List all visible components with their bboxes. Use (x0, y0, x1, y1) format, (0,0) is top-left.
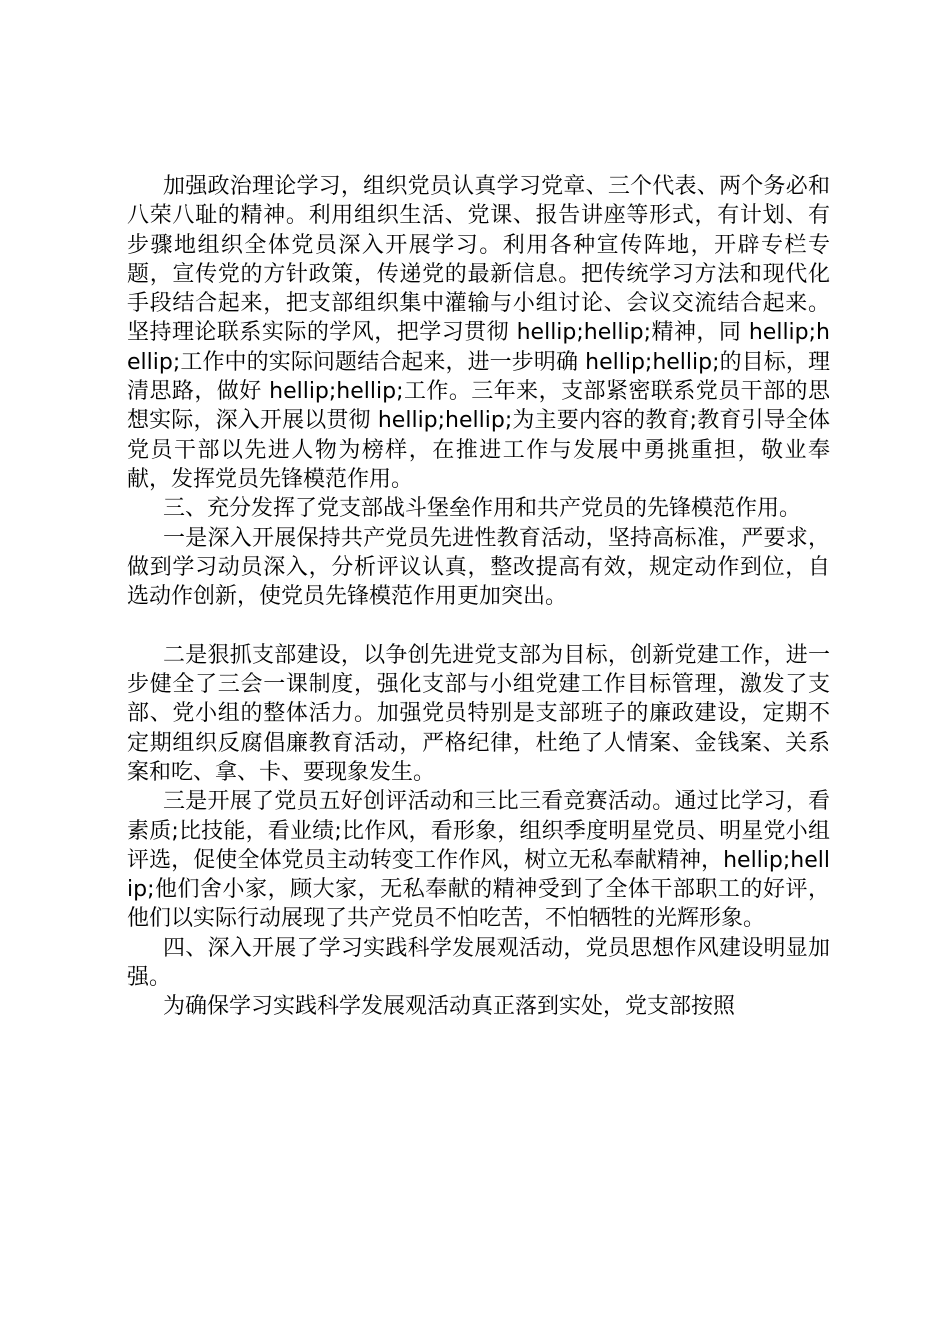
paragraph-five-good-campaign: 三是开展了党员五好创评活动和三比三看竞赛活动。通过比学习，看素质;比技能，看业绩;比作风，看形象，组织季度明星党员、明星党小组评选，促使全体党员主动转变工作作风，树立无私奉献精神，hellip;hellip;他们舍小家，顾大家，无私奉献的精神受到了全体干部职工的好评，他们以实际行动展现了共产党员不怕吃苦，不怕牺牲的光辉形象。 (127, 789, 830, 932)
section-heading-three: 三、充分发挥了党支部战斗堡垒作用和共产党员的先锋模范作用。 (163, 496, 802, 522)
paragraph-advanced-education: 一是深入开展保持共产党员先进性教育活动，坚持高标准，严要求，做到学习动员深入，分析评议认真，整改提高有效，规定动作到位，自选动作创新，使党员先锋模范作用更加突出。 (127, 525, 830, 610)
document-body (127, 172, 830, 1022)
paragraph-political-study: 加强政治理论学习，组织党员认真学习党章、三个代表、两个务必和八荣八耻的精神。利用组织生活、党课、报告讲座等形式，有计划、有步骤地组织全体党员深入开展学习。利用各种宣传阵地，开辟专栏专题，宣传党的方针政策，传递党的最新信息。把传统学习方法和现代化手段结合起来，把支部组织集中灌输与小组讨论、会议交流结合起来。坚持理论联系实际的学风，把学习贯彻 hellip;hellip;精神，同 hellip;hellip;工作中的实际问题结合起来，进一步明确 hellip;hellip;的目标，理清思路，做好 hellip;hellip;工作。三年来，支部紧密联系党员干部的思想实际，深入开展以贯彻 hellip;hellip;为主要内容的教育;教育引导全体党员干部以先进人物为榜样，在推进工作与发展中勇挑重担，敬业奉献，发挥党员先锋模范作用。 (127, 174, 830, 492)
paragraph-scientific-development: 为确保学习实践科学发展观活动真正落到实处，党支部按照 (163, 994, 736, 1020)
paragraph-spacer (127, 611, 830, 640)
section-heading-four: 四、深入开展了学习实践科学发展观活动，党员思想作风建设明显加强。 (127, 935, 830, 991)
paragraph-branch-building: 二是狠抓支部建设，以争创先进党支部为目标，创新党建工作，进一步健全了三会一课制度，强化支部与小组党建工作目标管理，激发了支部、党小组的整体活力。加强党员特别是支部班子的廉政建设，定期不定期组织反腐倡廉教育活动，严格纪律，杜绝了人情案、金钱案、关系案和吃、拿、卡、要现象发生。 (127, 642, 830, 785)
